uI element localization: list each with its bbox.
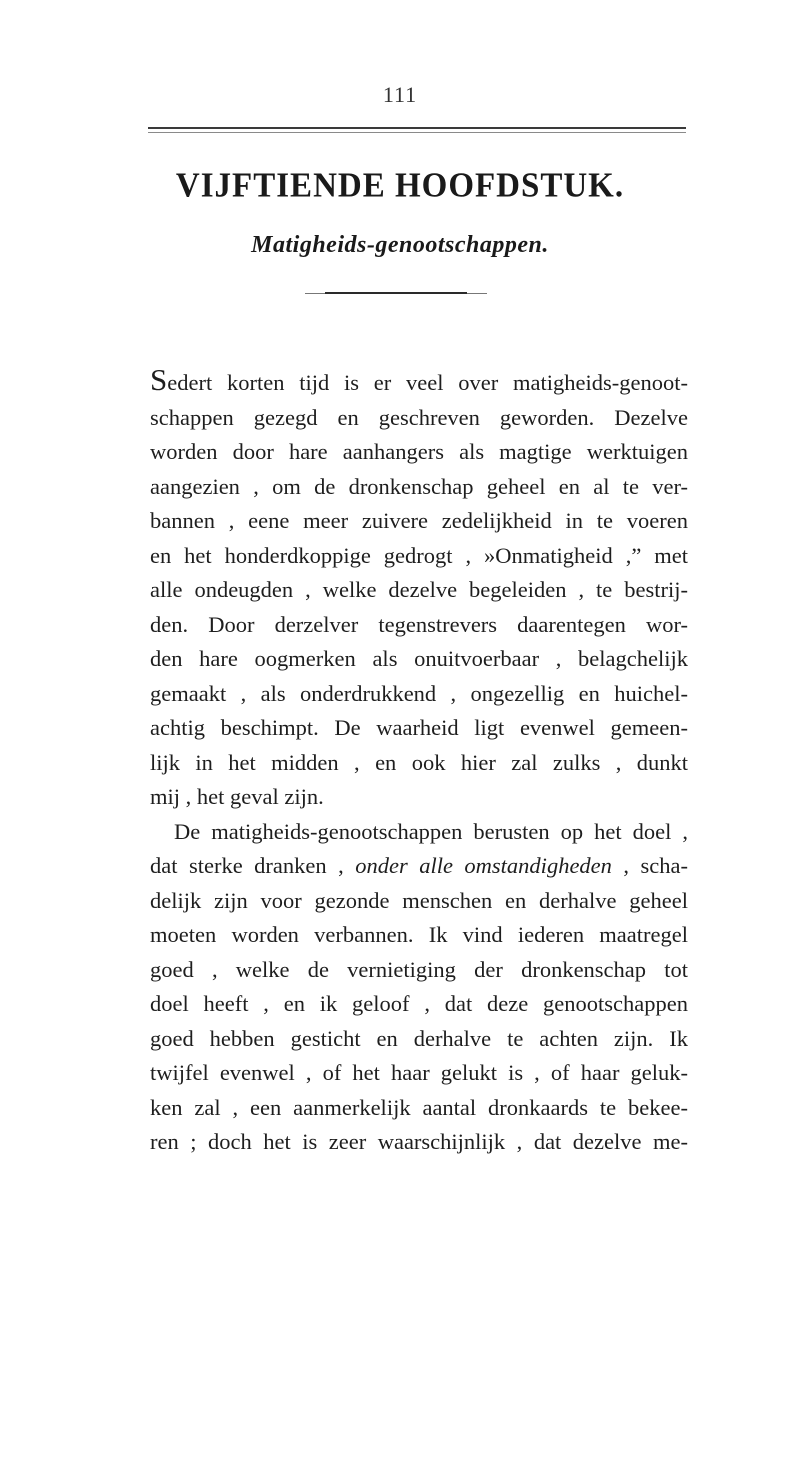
text-line: doel heeft , en ik geloof , dat deze genootschappen <box>150 991 688 1016</box>
body-text <box>150 362 688 1160</box>
text-line <box>150 362 688 401</box>
text-line: bannen , eene meer zuivere zedelijkheid in te voeren <box>150 508 688 533</box>
text-segment: dat sterke dranken , <box>150 853 356 878</box>
page-number: 111 <box>382 82 418 107</box>
text-line: ren ; doch het is zeer waarschijnlijk , dat dezelve me- <box>150 1129 688 1154</box>
chapter-subtitle: Matigheids-genootschappen. <box>251 232 549 258</box>
text-line: twijfel evenwel , of het haar gelukt is , of haar geluk- <box>150 1060 688 1085</box>
text-line: mij , het geval zijn. <box>150 784 324 809</box>
text-line: achtig beschimpt. De waarheid ligt evenwel gemeen- <box>150 715 688 740</box>
text-line: De matigheids-genootschappen berusten op het doel , <box>174 818 688 844</box>
text-line: goed hebben gesticht en derhalve te achten zijn. Ik <box>150 1025 688 1051</box>
text-segment: , scha- <box>611 853 688 878</box>
text-line <box>150 849 688 884</box>
text-line: moeten worden verbannen. Ik vind iederen maatregel <box>150 922 688 947</box>
text-line: den. Door derzelver tegenstrevers daarentegen wor- <box>150 611 688 637</box>
ornamental-rule <box>325 292 467 294</box>
text-line: den hare oogmerken als onuitvoerbaar , belagchelijk <box>150 646 688 671</box>
text-line: alle ondeugden , welke dezelve begeleiden , te bestrij- <box>150 577 688 602</box>
text-line: goed , welke de vernietiging der dronkenschap tot <box>150 956 688 982</box>
italic-phrase: onder alle omstandigheden <box>355 853 612 878</box>
drop-cap: S <box>150 362 168 397</box>
text-line: en het honderdkoppige gedrogt , »Onmatigheid ,” met <box>150 542 688 568</box>
text-line: ken zal , een aanmerkelijk aantal dronkaards te bekee- <box>150 1094 688 1120</box>
text-line: lijk in het midden , en ook hier zal zulks , dunkt <box>150 749 688 775</box>
text-line: schappen gezegd en geschreven geworden. Dezelve <box>150 404 688 430</box>
text-line: gemaakt , als onderdrukkend , ongezellig en huichel- <box>150 680 688 706</box>
text-line: worden door hare aanhangers als magtige werktuigen <box>150 439 688 464</box>
text-line: delijk zijn voor gezonde menschen en derhalve geheel <box>150 887 688 913</box>
chapter-title: VIJFTIENDE HOOFDSTUK. <box>175 167 625 205</box>
header-rule <box>148 127 686 133</box>
text-line: aangezien , om de dronkenschap geheel en al te ver- <box>150 473 688 499</box>
text-line-content: edert korten tijd is er veel over matigheids-genoot- <box>167 370 688 395</box>
